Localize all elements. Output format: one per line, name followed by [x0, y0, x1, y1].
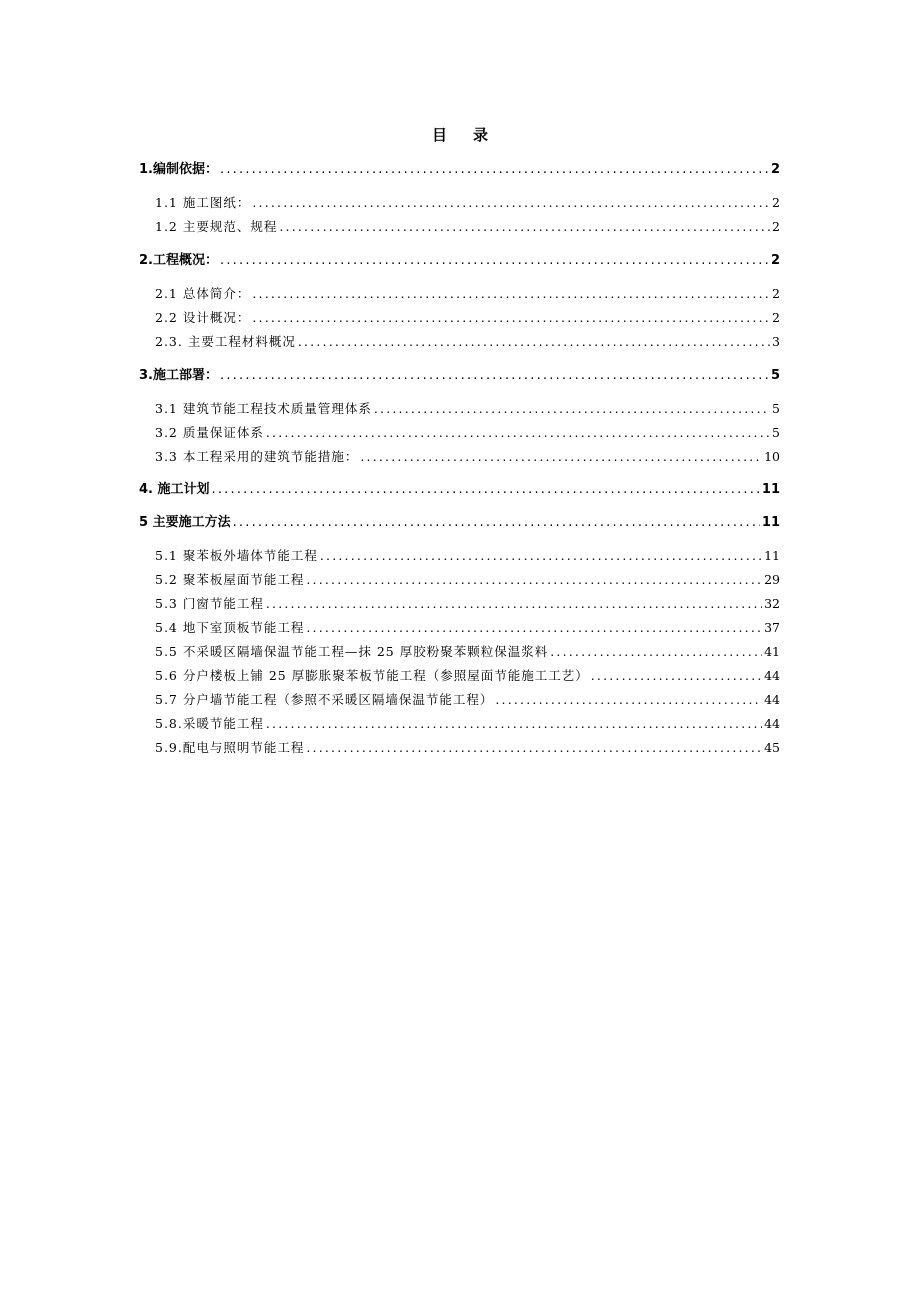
toc-entry-3-3[interactable] — [139, 448, 780, 466]
toc-entry-page: 5 — [772, 401, 780, 416]
dot-leader — [360, 448, 762, 466]
toc-entry-label: 5.4 地下室顶板节能工程 — [155, 620, 305, 635]
dot-leader — [320, 547, 762, 565]
toc-entry-5-9[interactable] — [139, 739, 780, 757]
toc-entry-5-3[interactable] — [139, 595, 780, 613]
toc-entry-5[interactable] — [139, 514, 780, 532]
toc-entry-5-2[interactable] — [139, 571, 780, 589]
toc-entry-page: 5 — [770, 368, 780, 383]
toc-entry-page: 2 — [772, 310, 780, 325]
toc-entry-label: 3.1 建筑节能工程技术质量管理体系 — [155, 401, 372, 416]
toc-entry-page: 44 — [764, 668, 780, 683]
toc-entry-label: 1.2 主要规范、规程 — [155, 219, 278, 234]
toc-entry-page: 37 — [764, 620, 780, 635]
toc-entry-page: 2 — [770, 162, 780, 177]
dot-leader — [266, 595, 762, 613]
toc-entry-label: 1.编制依据： — [139, 162, 218, 177]
toc-entry-label: 3.施工部署： — [139, 368, 218, 383]
toc-entry-page: 11 — [761, 515, 780, 530]
dot-leader — [591, 667, 762, 685]
toc-entry-5-1[interactable] — [139, 547, 780, 565]
toc-entry-2[interactable] — [139, 252, 780, 270]
toc-entry-label: 5 主要施工方法 — [139, 515, 231, 530]
toc-entry-2-1[interactable] — [139, 285, 780, 303]
toc-entry-5-8[interactable] — [139, 715, 780, 733]
toc-entry-label: 5.9.配电与照明节能工程 — [155, 740, 305, 755]
toc-title — [0, 124, 920, 145]
toc-entry-1-1[interactable] — [139, 194, 780, 212]
toc-entry-label: 5.5 不采暖区隔墙保温节能工程—抹 25 厚胶粉聚苯颗粒保温浆料 — [155, 644, 549, 659]
toc-entry-page: 2 — [770, 253, 780, 268]
dot-leader — [220, 367, 769, 385]
dot-leader — [306, 739, 762, 757]
toc-entry-page: 32 — [764, 596, 780, 611]
toc-entry-page: 44 — [764, 692, 780, 707]
dot-leader — [306, 619, 762, 637]
toc-entry-page: 10 — [764, 449, 780, 464]
toc-entry-label: 2.2 设计概况： — [155, 310, 251, 325]
toc-entry-label: 3.2 质量保证体系 — [155, 425, 264, 440]
dot-leader — [212, 481, 760, 499]
toc-entry-3[interactable] — [139, 367, 780, 385]
dot-leader — [252, 309, 770, 327]
toc-entry-label: 2.1 总体简介： — [155, 286, 251, 301]
dot-leader — [220, 161, 769, 179]
toc-entry-2-3[interactable] — [139, 333, 780, 351]
dot-leader — [279, 218, 770, 236]
dot-leader — [266, 424, 770, 442]
toc-entry-page: 3 — [772, 334, 780, 349]
toc-entry-label: 2.3. 主要工程材料概况 — [155, 334, 296, 349]
toc-entry-5-4[interactable] — [139, 619, 780, 637]
toc-entry-label: 2.工程概况： — [139, 253, 218, 268]
toc-entry-2-2[interactable] — [139, 309, 780, 327]
toc-entry-label: 5.2 聚苯板屋面节能工程 — [155, 572, 305, 587]
toc-entry-page: 5 — [772, 425, 780, 440]
dot-leader — [252, 194, 770, 212]
toc-title-left: 目 — [431, 126, 447, 144]
dot-leader — [495, 691, 762, 709]
dot-leader — [220, 252, 769, 270]
dot-leader — [550, 643, 762, 661]
toc-entry-page: 2 — [772, 195, 780, 210]
dot-leader — [298, 333, 770, 351]
toc-entry-3-2[interactable] — [139, 424, 780, 442]
toc-entry-5-5[interactable] — [139, 643, 780, 661]
toc-entry-page: 29 — [764, 572, 780, 587]
toc-entry-4[interactable] — [139, 481, 780, 499]
toc-entry-page: 11 — [764, 548, 780, 563]
toc-entry-label: 5.1 聚苯板外墙体节能工程 — [155, 548, 318, 563]
toc-entry-label: 1.1 施工图纸： — [155, 195, 251, 210]
dot-leader — [306, 571, 762, 589]
toc-entry-label: 5.6 分户楼板上铺 25 厚膨胀聚苯板节能工程（参照屋面节能施工工艺） — [155, 668, 589, 683]
toc-entry-page: 2 — [772, 219, 780, 234]
dot-leader — [252, 285, 770, 303]
toc-entry-label: 5.8.采暖节能工程 — [155, 716, 264, 731]
toc-entry-label: 5.7 分户墙节能工程（参照不采暖区隔墙保温节能工程） — [155, 692, 494, 707]
toc-entry-page: 41 — [764, 644, 780, 659]
toc-entry-5-7[interactable] — [139, 691, 780, 709]
toc-entry-label: 3.3 本工程采用的建筑节能措施： — [155, 449, 359, 464]
dot-leader — [233, 514, 760, 532]
toc-title-right: 录 — [473, 126, 489, 144]
toc-entry-3-1[interactable] — [139, 400, 780, 418]
dot-leader — [374, 400, 770, 418]
toc-entry-1-2[interactable] — [139, 218, 780, 236]
toc-entry-page: 2 — [772, 286, 780, 301]
toc-entry-1[interactable] — [139, 161, 780, 179]
toc-entry-5-6[interactable] — [139, 667, 780, 685]
toc-entry-page: 11 — [761, 482, 780, 497]
toc-entry-label: 4. 施工计划 — [139, 482, 210, 497]
toc-entry-page: 44 — [764, 716, 780, 731]
dot-leader — [266, 715, 762, 733]
toc-entry-label: 5.3 门窗节能工程 — [155, 596, 264, 611]
toc-entry-page: 45 — [764, 740, 780, 755]
